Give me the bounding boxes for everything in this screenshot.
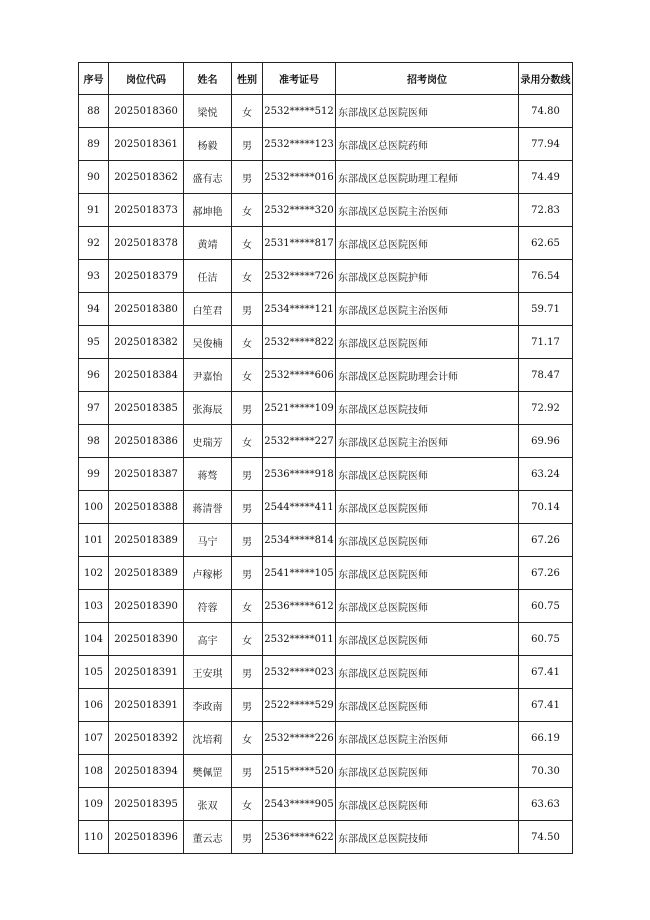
cell-serial: 90 — [79, 161, 109, 194]
cell-score-line: 71.17 — [519, 326, 573, 359]
cell-position: 东部战区总医院医师 — [336, 524, 519, 557]
cell-serial: 88 — [79, 95, 109, 128]
cell-name: 樊佩罡 — [184, 755, 232, 788]
cell-position-code: 2025018382 — [109, 326, 184, 359]
cell-gender: 女 — [232, 590, 263, 623]
cell-serial: 104 — [79, 623, 109, 656]
cell-name: 蒋清誉 — [184, 491, 232, 524]
cell-serial: 98 — [79, 425, 109, 458]
cell-name: 董云志 — [184, 821, 232, 854]
cell-serial: 106 — [79, 689, 109, 722]
cell-gender: 女 — [232, 788, 263, 821]
cell-gender: 男 — [232, 161, 263, 194]
cell-serial: 103 — [79, 590, 109, 623]
table-row — [79, 524, 573, 557]
cell-position-code: 2025018391 — [109, 656, 184, 689]
cell-gender: 女 — [232, 722, 263, 755]
table-row — [79, 128, 573, 161]
table-row — [79, 722, 573, 755]
cell-serial: 102 — [79, 557, 109, 590]
table-row — [79, 161, 573, 194]
cell-position-code: 2025018390 — [109, 590, 184, 623]
cell-position: 东部战区总医院技师 — [336, 821, 519, 854]
table-row — [79, 590, 573, 623]
cell-position: 东部战区总医院医师 — [336, 755, 519, 788]
cell-exam-number: 2532*****226 — [263, 722, 336, 755]
cell-exam-number: 2532*****227 — [263, 425, 336, 458]
cell-score-line: 67.26 — [519, 557, 573, 590]
cell-score-line: 72.92 — [519, 392, 573, 425]
cell-serial: 109 — [79, 788, 109, 821]
table-row — [79, 95, 573, 128]
table-row — [79, 623, 573, 656]
cell-score-line: 67.41 — [519, 656, 573, 689]
cell-position-code: 2025018361 — [109, 128, 184, 161]
cell-score-line: 74.50 — [519, 821, 573, 854]
table-header-row — [79, 63, 573, 95]
cell-position: 东部战区总医院医师 — [336, 656, 519, 689]
cell-serial: 99 — [79, 458, 109, 491]
cell-gender: 男 — [232, 689, 263, 722]
cell-exam-number: 2534*****121 — [263, 293, 336, 326]
cell-name: 符蓉 — [184, 590, 232, 623]
cell-exam-number: 2536*****918 — [263, 458, 336, 491]
cell-gender: 男 — [232, 458, 263, 491]
cell-name: 张双 — [184, 788, 232, 821]
table-row — [79, 425, 573, 458]
cell-position: 东部战区总医院医师 — [336, 788, 519, 821]
cell-exam-number: 2532*****123 — [263, 128, 336, 161]
table-row — [79, 227, 573, 260]
cell-position-code: 2025018373 — [109, 194, 184, 227]
cell-exam-number: 2534*****814 — [263, 524, 336, 557]
cell-exam-number: 2532*****320 — [263, 194, 336, 227]
cell-score-line: 78.47 — [519, 359, 573, 392]
cell-serial: 92 — [79, 227, 109, 260]
cell-position-code: 2025018384 — [109, 359, 184, 392]
table-row — [79, 293, 573, 326]
cell-gender: 女 — [232, 623, 263, 656]
cell-exam-number: 2532*****023 — [263, 656, 336, 689]
cell-position-code: 2025018389 — [109, 557, 184, 590]
cell-position-code: 2025018385 — [109, 392, 184, 425]
cell-position-code: 2025018395 — [109, 788, 184, 821]
cell-name: 卢稼彬 — [184, 557, 232, 590]
results-table — [78, 62, 573, 854]
cell-score-line: 74.49 — [519, 161, 573, 194]
cell-serial: 93 — [79, 260, 109, 293]
header-name: 姓名 — [184, 63, 232, 95]
cell-exam-number: 2532*****822 — [263, 326, 336, 359]
cell-exam-number: 2532*****726 — [263, 260, 336, 293]
cell-exam-number: 2532*****016 — [263, 161, 336, 194]
cell-exam-number: 2531*****817 — [263, 227, 336, 260]
cell-gender: 男 — [232, 557, 263, 590]
cell-position: 东部战区总医院医师 — [336, 689, 519, 722]
cell-score-line: 72.83 — [519, 194, 573, 227]
cell-position: 东部战区总医院主治医师 — [336, 425, 519, 458]
cell-position-code: 2025018390 — [109, 623, 184, 656]
cell-serial: 105 — [79, 656, 109, 689]
cell-position: 东部战区总医院助理工程师 — [336, 161, 519, 194]
cell-position: 东部战区总医院医师 — [336, 491, 519, 524]
cell-position: 东部战区总医院医师 — [336, 95, 519, 128]
cell-score-line: 60.75 — [519, 590, 573, 623]
cell-serial: 95 — [79, 326, 109, 359]
cell-position: 东部战区总医院主治医师 — [336, 293, 519, 326]
table-row — [79, 326, 573, 359]
cell-serial: 108 — [79, 755, 109, 788]
cell-position: 东部战区总医院药师 — [336, 128, 519, 161]
cell-position: 东部战区总医院助理会计师 — [336, 359, 519, 392]
cell-position: 东部战区总医院医师 — [336, 590, 519, 623]
cell-position: 东部战区总医院主治医师 — [336, 722, 519, 755]
cell-serial: 107 — [79, 722, 109, 755]
cell-position-code: 2025018388 — [109, 491, 184, 524]
table-row — [79, 392, 573, 425]
table-row — [79, 689, 573, 722]
cell-serial: 94 — [79, 293, 109, 326]
cell-name: 梁悦 — [184, 95, 232, 128]
cell-position-code: 2025018396 — [109, 821, 184, 854]
cell-exam-number: 2532*****606 — [263, 359, 336, 392]
table-row — [79, 194, 573, 227]
cell-name: 高宇 — [184, 623, 232, 656]
header-exam-number: 准考证号 — [263, 63, 336, 95]
header-position-code: 岗位代码 — [109, 63, 184, 95]
cell-gender: 男 — [232, 128, 263, 161]
cell-gender: 女 — [232, 425, 263, 458]
cell-gender: 男 — [232, 491, 263, 524]
table-row — [79, 359, 573, 392]
table-row — [79, 656, 573, 689]
cell-position-code: 2025018380 — [109, 293, 184, 326]
cell-name: 白笙君 — [184, 293, 232, 326]
cell-exam-number: 2522*****529 — [263, 689, 336, 722]
cell-exam-number: 2544*****411 — [263, 491, 336, 524]
table-row — [79, 821, 573, 854]
cell-position: 东部战区总医院医师 — [336, 326, 519, 359]
cell-score-line: 63.24 — [519, 458, 573, 491]
cell-gender: 女 — [232, 326, 263, 359]
cell-position: 东部战区总医院医师 — [336, 227, 519, 260]
cell-gender: 男 — [232, 392, 263, 425]
cell-position-code: 2025018360 — [109, 95, 184, 128]
header-gender: 性别 — [232, 63, 263, 95]
cell-name: 盛有志 — [184, 161, 232, 194]
cell-name: 任洁 — [184, 260, 232, 293]
cell-score-line: 59.71 — [519, 293, 573, 326]
cell-exam-number: 2515*****520 — [263, 755, 336, 788]
cell-name: 史瑞芳 — [184, 425, 232, 458]
cell-exam-number: 2521*****109 — [263, 392, 336, 425]
header-serial: 序号 — [79, 63, 109, 95]
header-position: 招考岗位 — [336, 63, 519, 95]
cell-score-line: 67.41 — [519, 689, 573, 722]
cell-position: 东部战区总医院医师 — [336, 557, 519, 590]
cell-name: 李政南 — [184, 689, 232, 722]
cell-position: 东部战区总医院护师 — [336, 260, 519, 293]
table-row — [79, 557, 573, 590]
cell-position: 东部战区总医院医师 — [336, 458, 519, 491]
cell-exam-number: 2532*****512 — [263, 95, 336, 128]
cell-serial: 100 — [79, 491, 109, 524]
cell-position-code: 2025018362 — [109, 161, 184, 194]
cell-position-code: 2025018379 — [109, 260, 184, 293]
cell-name: 张海辰 — [184, 392, 232, 425]
cell-position-code: 2025018392 — [109, 722, 184, 755]
cell-score-line: 66.19 — [519, 722, 573, 755]
cell-serial: 97 — [79, 392, 109, 425]
cell-exam-number: 2543*****905 — [263, 788, 336, 821]
cell-gender: 男 — [232, 293, 263, 326]
cell-score-line: 70.14 — [519, 491, 573, 524]
table-body — [79, 95, 573, 854]
cell-score-line: 74.80 — [519, 95, 573, 128]
cell-name: 沈培莉 — [184, 722, 232, 755]
cell-gender: 男 — [232, 656, 263, 689]
table-row — [79, 260, 573, 293]
cell-position-code: 2025018386 — [109, 425, 184, 458]
cell-score-line: 63.63 — [519, 788, 573, 821]
cell-score-line: 67.26 — [519, 524, 573, 557]
cell-score-line: 60.75 — [519, 623, 573, 656]
cell-name: 吴俊楠 — [184, 326, 232, 359]
cell-name: 杨毅 — [184, 128, 232, 161]
cell-exam-number: 2541*****105 — [263, 557, 336, 590]
cell-gender: 男 — [232, 821, 263, 854]
cell-score-line: 76.54 — [519, 260, 573, 293]
cell-name: 郝坤艳 — [184, 194, 232, 227]
cell-serial: 101 — [79, 524, 109, 557]
cell-name: 王安琪 — [184, 656, 232, 689]
cell-score-line: 62.65 — [519, 227, 573, 260]
results-table-container — [78, 62, 572, 854]
cell-gender: 男 — [232, 755, 263, 788]
cell-gender: 女 — [232, 359, 263, 392]
cell-serial: 91 — [79, 194, 109, 227]
cell-serial: 96 — [79, 359, 109, 392]
cell-name: 蒋骜 — [184, 458, 232, 491]
cell-name: 尹嘉怡 — [184, 359, 232, 392]
cell-name: 马宁 — [184, 524, 232, 557]
cell-position-code: 2025018389 — [109, 524, 184, 557]
cell-position: 东部战区总医院医师 — [336, 623, 519, 656]
cell-score-line: 77.94 — [519, 128, 573, 161]
cell-serial: 110 — [79, 821, 109, 854]
cell-position: 东部战区总医院主治医师 — [336, 194, 519, 227]
table-row — [79, 755, 573, 788]
table-row — [79, 491, 573, 524]
table-row — [79, 788, 573, 821]
cell-gender: 女 — [232, 227, 263, 260]
cell-exam-number: 2536*****622 — [263, 821, 336, 854]
cell-gender: 男 — [232, 524, 263, 557]
header-score-line: 录用分数线 — [519, 63, 573, 95]
cell-gender: 女 — [232, 194, 263, 227]
cell-serial: 89 — [79, 128, 109, 161]
cell-score-line: 70.30 — [519, 755, 573, 788]
cell-exam-number: 2536*****612 — [263, 590, 336, 623]
cell-position-code: 2025018378 — [109, 227, 184, 260]
cell-gender: 女 — [232, 260, 263, 293]
cell-position-code: 2025018394 — [109, 755, 184, 788]
cell-position: 东部战区总医院技师 — [336, 392, 519, 425]
cell-score-line: 69.96 — [519, 425, 573, 458]
cell-name: 黄靖 — [184, 227, 232, 260]
cell-position-code: 2025018391 — [109, 689, 184, 722]
cell-position-code: 2025018387 — [109, 458, 184, 491]
cell-gender: 女 — [232, 95, 263, 128]
table-row — [79, 458, 573, 491]
cell-exam-number: 2532*****011 — [263, 623, 336, 656]
